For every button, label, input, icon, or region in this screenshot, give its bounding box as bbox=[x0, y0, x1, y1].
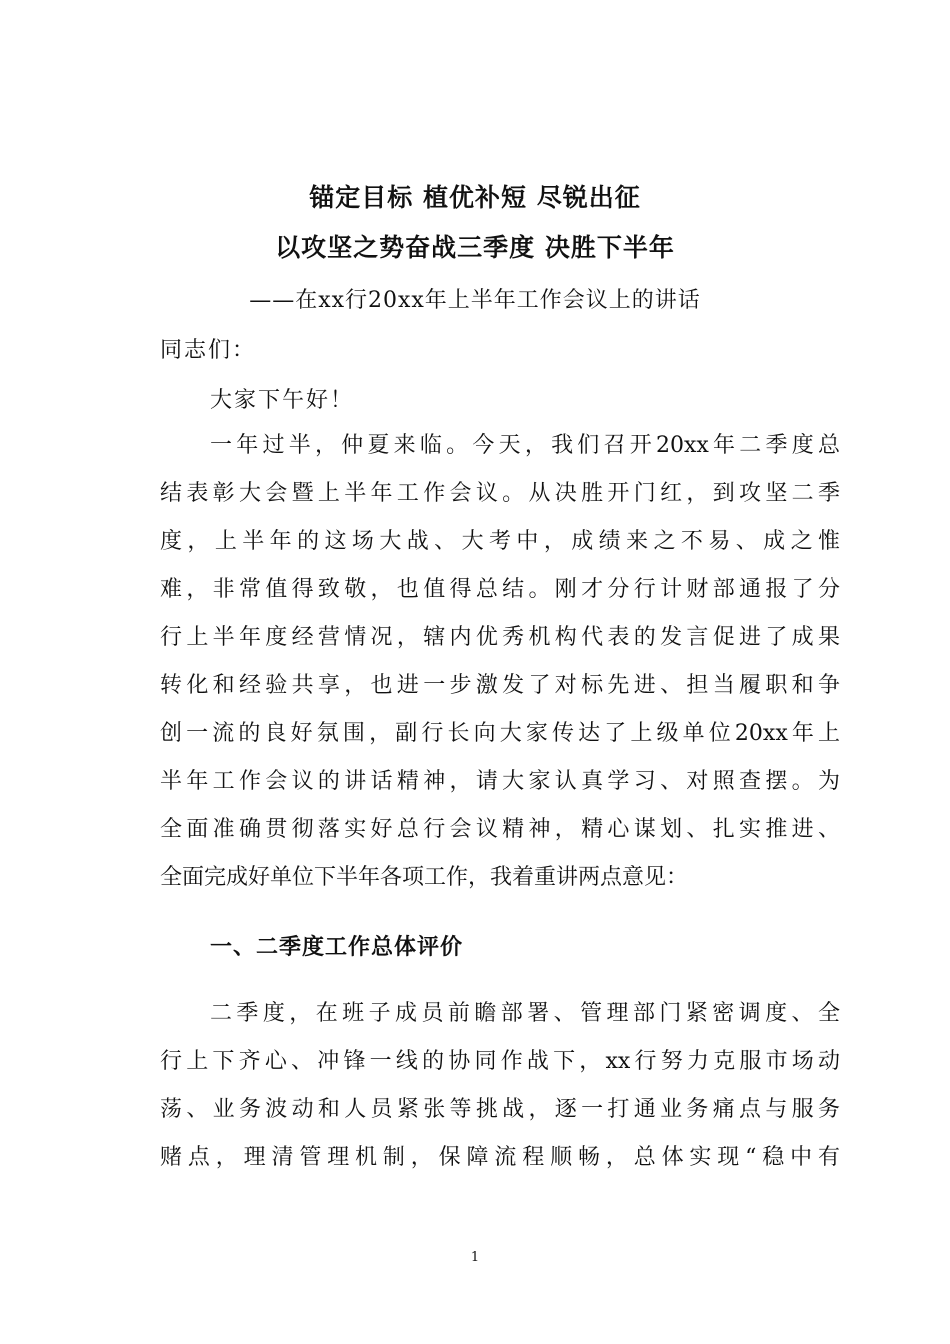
greeting: 大家下午好！ bbox=[210, 388, 355, 413]
paragraph-line: 荡、业务波动和人员紧张等挑战，逐一打通业务痛点与服务 bbox=[160, 1097, 840, 1122]
salutation: 同志们： bbox=[160, 338, 257, 363]
section-heading-1: 一、二季度工作总体评价 bbox=[210, 935, 464, 960]
title-line-1: 锚定目标 植优补短 尽锐出征 bbox=[309, 183, 641, 212]
page-number: 1 bbox=[470, 1250, 480, 1265]
paragraph-line: 全面完成好单位下半年各项工作，我着重讲两点意见： bbox=[160, 865, 689, 890]
paragraph-line: 行上半年度经营情况，辖内优秀机构代表的发言促进了成果 bbox=[160, 625, 840, 650]
paragraph-line: 结表彰大会暨上半年工作会议。从决胜开门红，到攻坚二季 bbox=[160, 481, 840, 506]
paragraph-line: 赌点，理清管理机制，保障流程顺畅，总体实现“稳中有 bbox=[160, 1145, 840, 1170]
paragraph-line: 难，非常值得致敬，也值得总结。刚才分行计财部通报了分 bbox=[160, 577, 840, 602]
subtitle: ——在xx行20xx年上半年工作会议上的讲话 bbox=[249, 288, 701, 313]
paragraph-line: 行上下齐心、冲锋一线的协同作战下，xx行努力克服市场动 bbox=[160, 1049, 840, 1074]
paragraph-line: 转化和经验共享，也进一步激发了对标先进、担当履职和争 bbox=[160, 673, 840, 698]
paragraph-line: 度，上半年的这场大战、大考中，成绩来之不易、成之惟 bbox=[160, 529, 840, 554]
title-line-2: 以攻坚之势奋战三季度 决胜下半年 bbox=[275, 233, 675, 262]
paragraph-1 bbox=[160, 422, 840, 902]
paragraph-line: 创一流的良好氛围，副行长向大家传达了上级单位20xx年上 bbox=[160, 721, 840, 746]
paragraph-line: 二季度，在班子成员前瞻部署、管理部门紧密调度、全 bbox=[210, 1001, 840, 1026]
paragraph-line: 全面准确贯彻落实好总行会议精神，精心谋划、扎实推进、 bbox=[160, 817, 840, 842]
paragraph-line: 一年过半，仲夏来临。今天，我们召开20xx年二季度总 bbox=[210, 433, 840, 458]
paragraph-line: 半年工作会议的讲话精神，请大家认真学习、对照查摆。为 bbox=[160, 769, 840, 794]
paragraph-2 bbox=[160, 990, 840, 1182]
